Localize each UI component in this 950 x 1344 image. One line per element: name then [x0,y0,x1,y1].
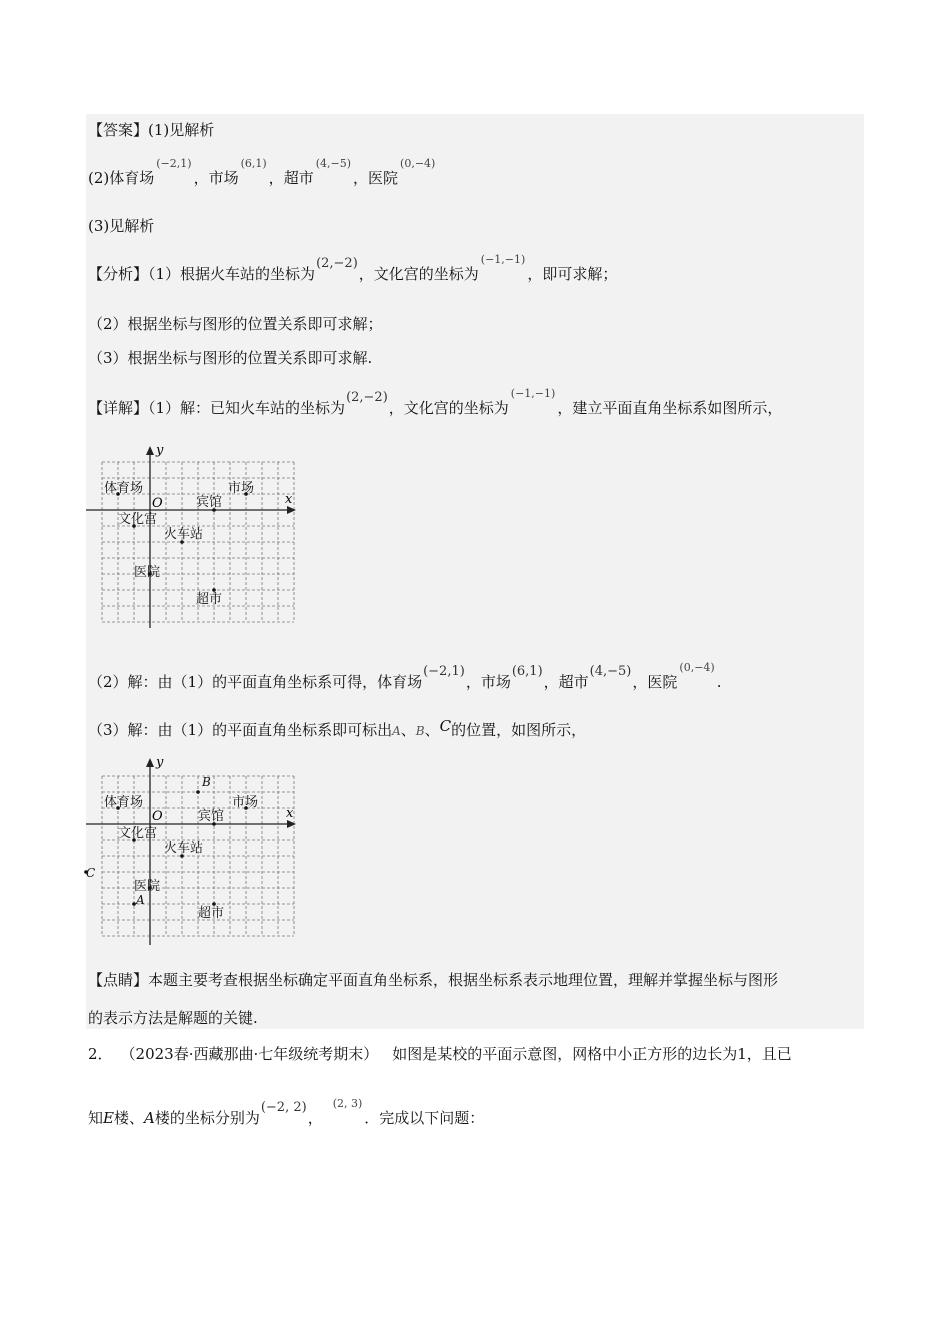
answer-coord: (−2,1) [156,157,192,170]
y-axis-arrow [146,758,154,767]
question-source: （2023春·西藏那曲·七年级统考期末） [120,1045,379,1063]
answer-part1: (1)见解析 [148,121,215,139]
point-a-label: A [136,893,145,907]
point-c-label: C [86,866,96,880]
answer-place: 体育场 [109,169,155,187]
point-b-label: B [202,775,211,789]
detail-tag: 【详解】 [88,399,149,417]
culture-palace-label: 文化宫 [118,512,158,527]
point-b-point [196,790,200,794]
hotel-label: 宾馆 [196,495,223,510]
coord-market: (6,1) [511,664,543,679]
analysis-line-3: （3）根据坐标与图形的位置关系即可求解. [88,349,373,367]
question-number: 2． [88,1045,113,1063]
hotel-label: 宾馆 [198,809,225,824]
answer-place: 市场 [208,169,239,187]
comment-line-2: 的表示方法是解题的关键. [88,1009,258,1027]
answer-line-3 [88,216,154,236]
answer-tag: 【答案】 [88,121,149,139]
y-axis-arrow [146,446,154,455]
coord-building-a: (2, 3) [332,1097,363,1110]
detail-part3: （3）解：由（1）的平面直角坐标系即可标出A、B、C的位置，如图所示， [88,717,587,739]
coord-hospital: (0,−4) [679,661,715,674]
supermarket-label: 超市 [198,906,225,921]
y-axis-label: y [156,443,164,458]
coord-train-station: (2,−2) [346,390,388,405]
coordinate-figure-2 [86,752,306,952]
origin-label: O [152,496,163,511]
analysis-line-2: （2）根据坐标与图形的位置关系即可求解； [88,315,383,333]
x-axis-arrow [287,820,296,828]
x-axis-label: x [286,806,294,821]
comment-line-1: 【点睛】本题主要考查根据坐标确定平面直角坐标系，根据坐标系表示地理位置，理解并掌握坐标与图形 [88,971,779,989]
y-axis-label: y [156,755,164,770]
coord-culture-palace: (−1,−1) [510,387,556,400]
market-label: 市场 [232,795,259,810]
question2-line-2: 知E楼、A楼的坐标分别为(−2, 2)，(2, 3)．完成以下问题： [88,1108,484,1130]
culture-palace-label: 文化宫 [118,826,158,841]
supermarket-label: 超市 [196,592,223,607]
train-station-label: 火车站 [164,841,204,856]
coordinate-figure-1 [86,440,306,635]
answer-coord: (0,−4) [400,157,436,170]
train-station-label: 火车站 [164,527,204,542]
coord-stadium: (−2,1) [423,664,465,679]
stadium-label: 体育场 [104,481,144,496]
coord-supermarket: (4,−5) [589,664,632,679]
stadium-label: 体育场 [104,795,144,810]
analysis-line-1: 【分析】（1）根据火车站的坐标为(2,−2)，文化宫的坐标为(−1,−1)，即可求解； [88,264,617,286]
hospital-label: 医院 [134,879,161,894]
answer-coord: (6,1) [240,157,267,170]
answer-line-1 [88,120,214,140]
answer-place: 超市 [283,169,314,187]
comment-tag: 【点睛】 [88,971,149,989]
answer-line-2: (2)体育场(−2,1)，市场(6,1)，超市(4,−5)，医院(0,−4) [88,168,437,190]
coord-building-e: (−2, 2) [260,1100,307,1115]
question2-line-1: 2． （2023春·西藏那曲·七年级统考期末） 如图是某校的平面示意图，网格中小正方形的边长为1，且已 [88,1045,792,1063]
x-axis-arrow [287,506,296,514]
origin-label: O [152,809,163,824]
coord-train-station: (2,−2) [316,256,358,271]
hospital-label: 医院 [134,565,161,580]
detail-part2: （2）解：由（1）的平面直角坐标系可得，体育场(−2,1)，市场(6,1)，超市(4,−5)，医院(0,−4). [88,672,721,694]
answer-coord: (4,−5) [315,157,351,170]
analysis-tag: 【分析】 [88,265,149,283]
detail-line-1: 【详解】（1）解：已知火车站的坐标为(2,−2)，文化宫的坐标为(−1,−1)，建立平面直角坐标系如图所示， [88,398,782,420]
coord-culture-palace: (−1,−1) [480,253,526,266]
market-label: 市场 [228,481,255,496]
answer-part3: (3)见解析 [88,217,155,235]
x-axis-label: x [285,492,293,507]
answer-place: 医院 [368,169,399,187]
